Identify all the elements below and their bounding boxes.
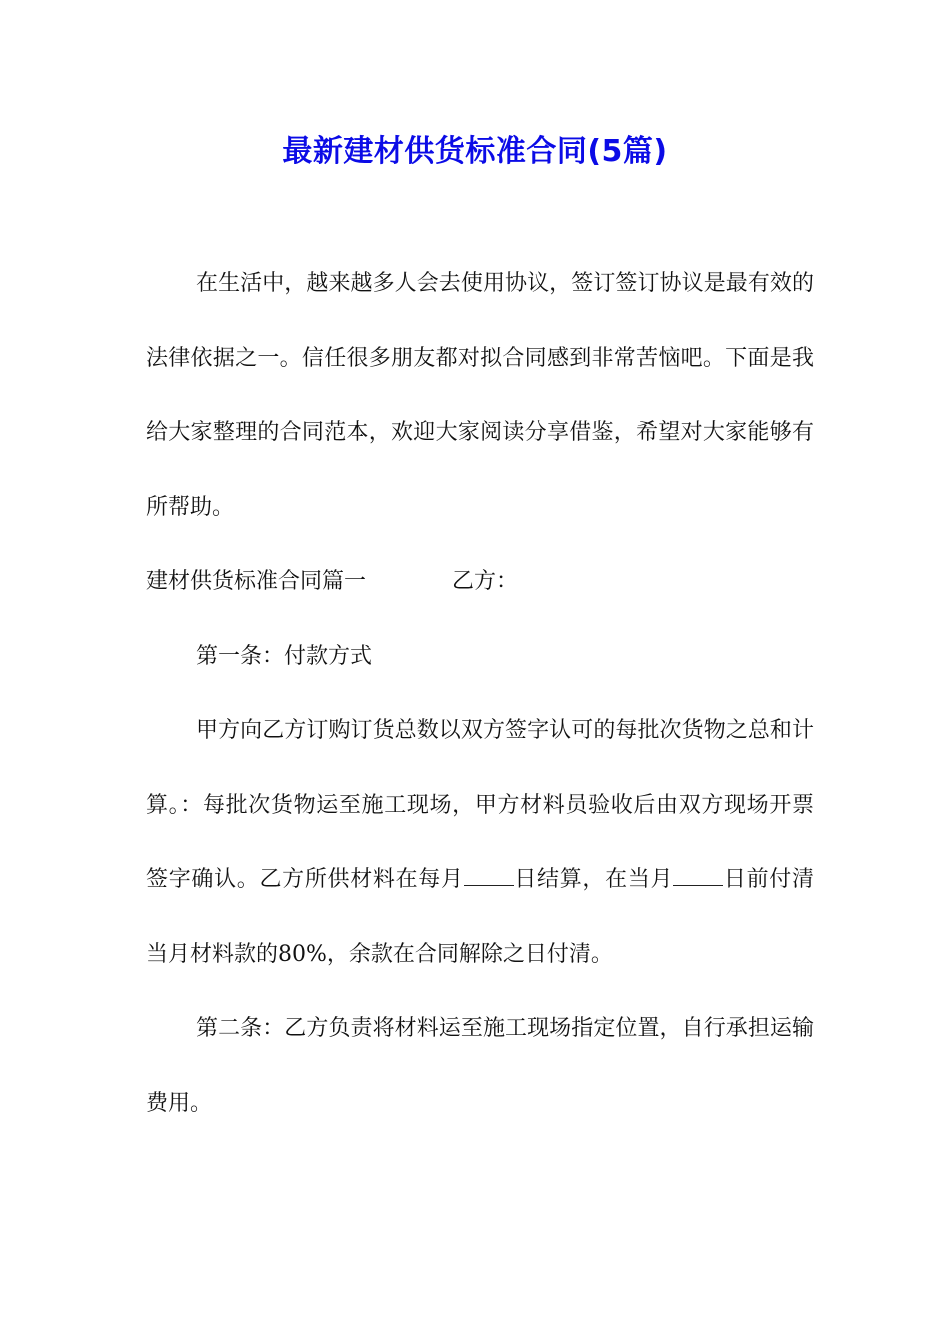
article-1-text-c: 日前付清当月材料款的80%，余款在合同解除之日付清。 [146, 867, 814, 967]
article-2-paragraph: 第二条：乙方负责将材料运至施工现场指定位置，自行承担运输费用。 [146, 1016, 814, 1116]
party-b-label: 乙方： [452, 569, 519, 594]
article-1-paragraph [146, 694, 814, 992]
document-title: 最新建材供货标准合同(5篇) [282, 134, 668, 169]
payment-day-blank [673, 865, 723, 886]
section-heading: 建材供货标准合同篇一 [146, 569, 367, 594]
document-body [146, 247, 814, 1141]
intro-paragraph: 在生活中，越来越多人会去使用协议，签订签订协议是最有效的法律依据之一。信任很多朋友都对拟合同感到非常苦恼吧。下面是我给大家整理的合同范本，欢迎大家阅读分享借鉴，希望对大家能够有所帮助。 [146, 271, 814, 520]
settlement-day-blank [464, 865, 514, 886]
article-1-text-a: 甲方向乙方订购订货总数以双方签字认可的每批次货物之总和计算。：每批次货物运至施工现场，甲方材料员验收后由双方现场开票签字确认。乙方所供材料在每月 [146, 718, 814, 892]
article-1-title: 第一条：付款方式 [196, 643, 373, 669]
section-heading-line [146, 545, 814, 620]
article-1-text-b: 日结算，在当月 [513, 867, 674, 892]
